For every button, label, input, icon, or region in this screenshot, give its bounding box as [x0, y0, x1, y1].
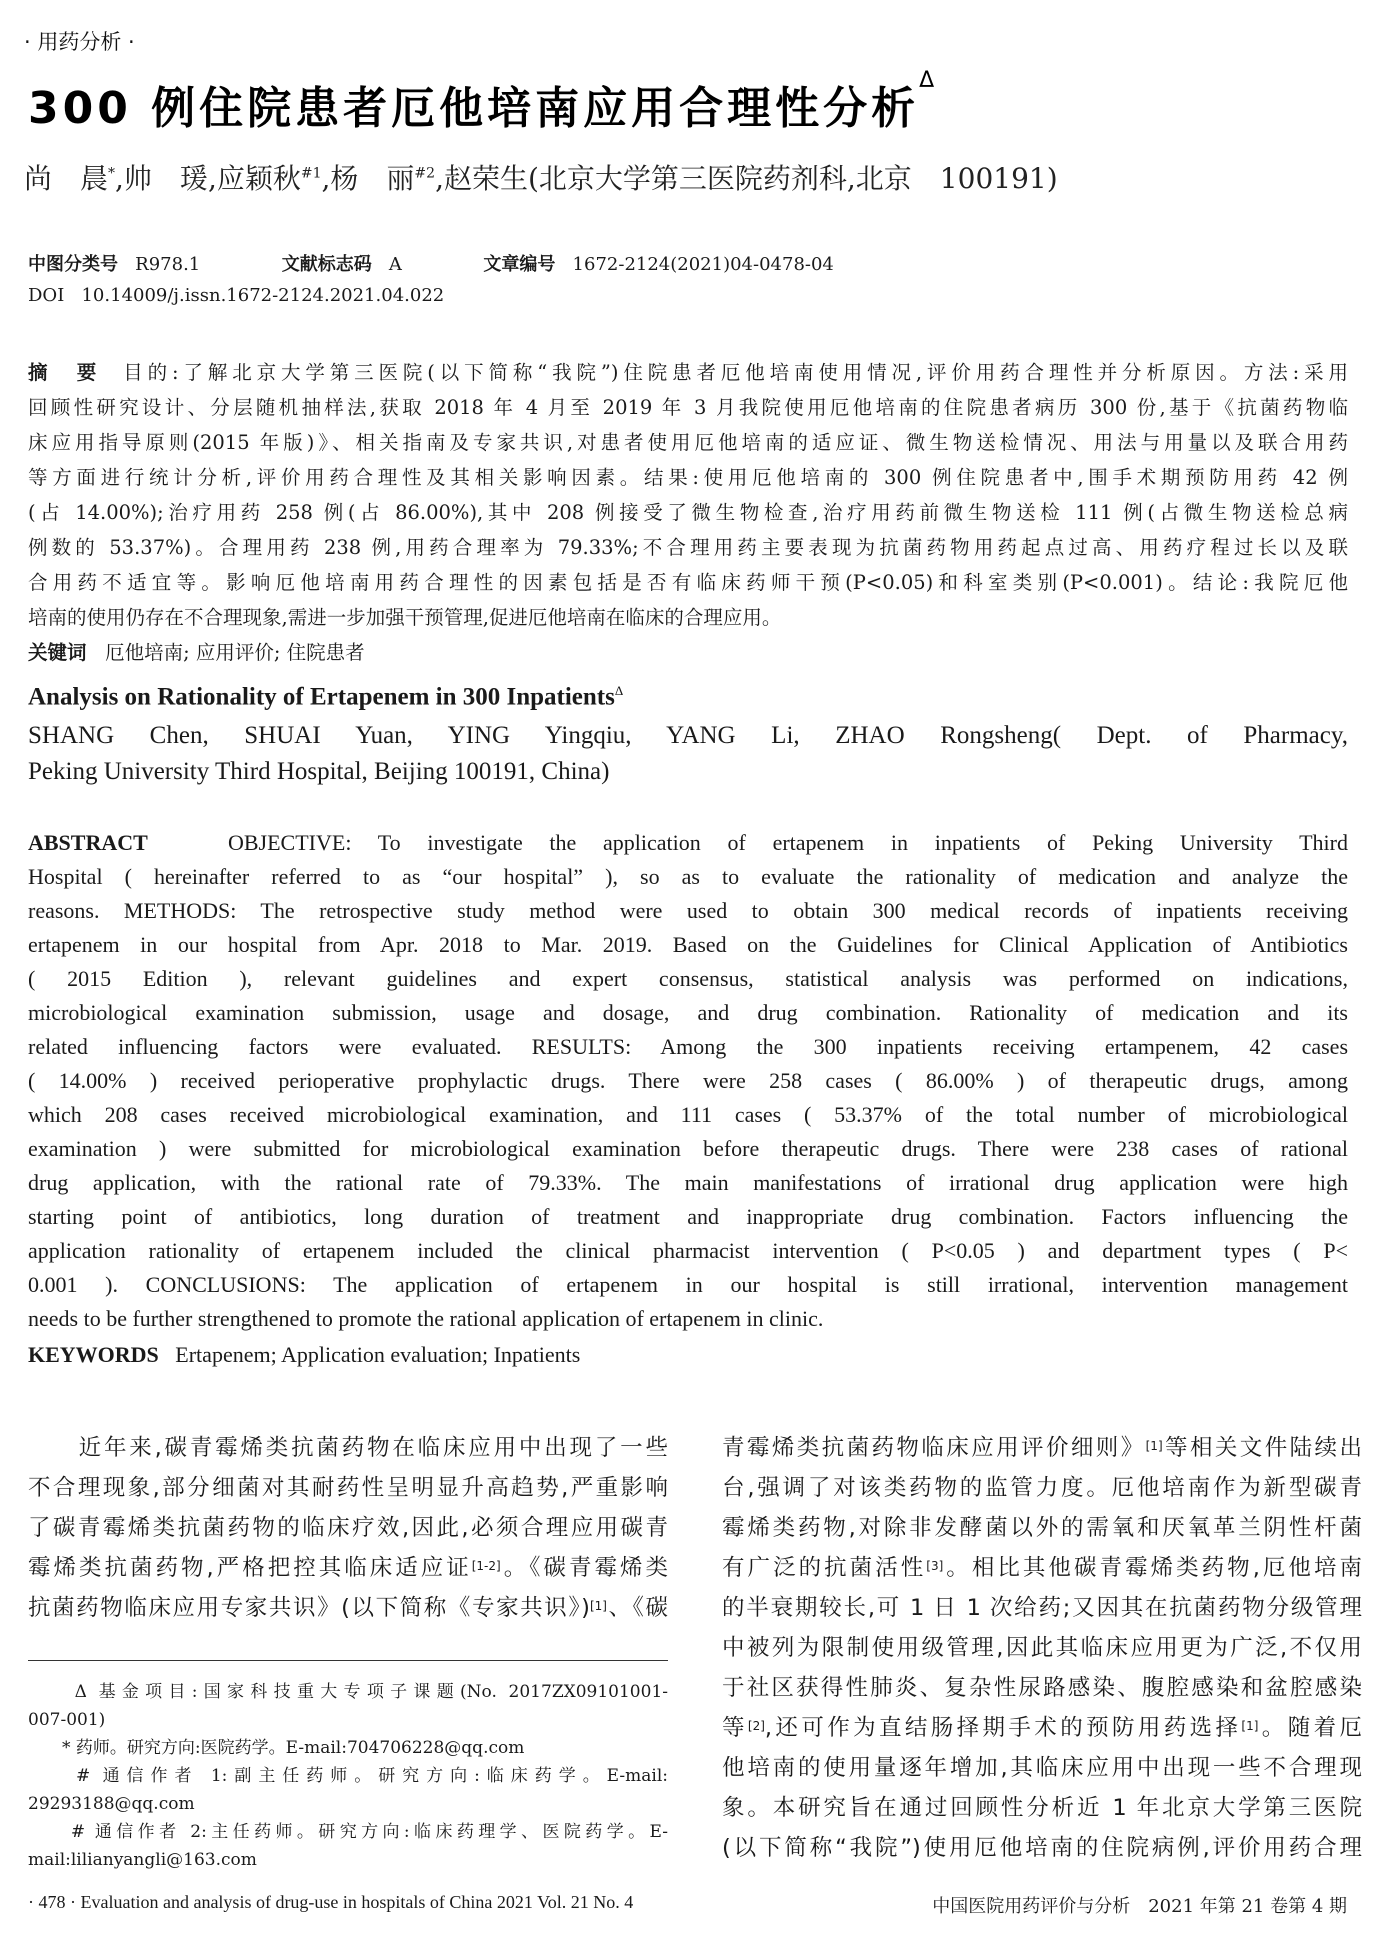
english-abstract-line: ( 14.00% ) received perioperative prophylactic drugs. There were 258 cases ( 86.00% ) of therapeutic drugs, among [28, 1068, 1348, 1093]
cn-abstract-line: 合用药不适宜等。影响厄他培南用药合理性的因素包括是否有临床药师干预(P<0.05)和科室类别(P<0.001)。结论:我院厄他 [28, 571, 1348, 594]
footnote-line: * 药师。研究方向:医院药学。E-mail:704706228@qq.com [28, 1738, 525, 1758]
english-keywords [28, 1338, 1348, 1372]
cn-abstract-line: 等方面进行统计分析,评价用药合理性及其相关影响因素。结果:使用厄他培南的 300 例住院患者中,围手术期预防用药 42 例 [28, 466, 1348, 489]
body-line: 他培南的使用量逐年增加,其临床应用中出现一些不合理现 [722, 1755, 1362, 1781]
body-line: (以下简称“我院”)使用厄他培南的住院病例,评价用药合理 [722, 1835, 1362, 1861]
body-text: 抗菌药物临床应用专家共识》(以下简称《专家共识》) [28, 1595, 590, 1621]
english-abstract-line: ertapenem in our hospital from Apr. 2018 to Mar. 2019. Based on the Guidelines for Clinical Application of Antibiotics [28, 932, 1348, 957]
author: 杨 丽 [330, 162, 415, 195]
english-authors-line: SHANG Chen, SHUAI Yuan, YING Yingqiu, YANG Li, ZHAO Rongsheng( Dept. of Pharmacy, [28, 722, 1348, 749]
english-abstract-line: which 208 cases received microbiological examination, and 111 cases ( 53.37% of the total number of microbiological [28, 1102, 1348, 1127]
section-tag: · 用药分析 · [24, 30, 135, 54]
doi-row [28, 285, 444, 306]
english-keywords-label: KEYWORDS [28, 1342, 159, 1367]
author: 赵荣生 [443, 162, 528, 195]
doi-value[interactable]: 10.14009/j.issn.1672-2124.2021.04.022 [81, 285, 445, 306]
english-abstract-line: application rationality of ertapenem included the clinical pharmacist intervention ( P<0.05 ) and department types ( P< [28, 1238, 1348, 1263]
clc-label: 中图分类号 [28, 254, 118, 275]
cn-abstract-label: 摘 要 [28, 361, 102, 384]
doc-code-value: A [388, 254, 402, 275]
footnote-divider [28, 1660, 668, 1661]
author: 尚 晨 [24, 162, 109, 195]
footnote-line: mail:lilianyangli@163.com [28, 1850, 257, 1870]
author: 应颖秋 [216, 162, 301, 195]
author-mark: #2 [414, 165, 436, 182]
cn-abstract-text: 目的:了解北京大学第三医院(以下简称“我院”)住院患者厄他培南使用情况,评价用药合理性并分析原因。方法:采用 [123, 361, 1348, 384]
english-title-mark: Δ [614, 683, 624, 698]
cn-abstract-line: 例数的 53.37%)。合理用药 238 例,用药合理率为 79.33%;不合理用药主要表现为抗菌药物用药起点过高、用药疗程过长以及联 [28, 536, 1348, 559]
body-text: 霉烯类抗菌药物,严格把控其临床适应证 [28, 1555, 472, 1581]
body-line: 台,强调了对该类药物的监管力度。厄他培南作为新型碳青 [722, 1475, 1362, 1501]
citation-ref[interactable]: [1] [1241, 1719, 1259, 1733]
english-abstract-line: reasons. METHODS: The retrospective study method were used to obtain 300 medical records of inpatients receiving [28, 898, 1348, 923]
body-text: 。《碳青霉烯类 [500, 1555, 668, 1581]
body-line [722, 1708, 1362, 1748]
footnote-line: Δ 基金项目:国家科技重大专项子课题(No. 2017ZX09101001- [28, 1682, 668, 1702]
body-line [722, 1428, 1362, 1468]
affiliation: (北京大学第三医院药剂科,北京 100191) [527, 162, 1058, 195]
cn-abstract-line [28, 358, 1348, 388]
body-line: 的半衰期较长,可 1 日 1 次给药;又因其在抗菌药物分级管理 [722, 1595, 1362, 1621]
doi-label: DOI [28, 285, 65, 306]
english-keywords-text: Ertapenem; Application evaluation; Inpatients [175, 1342, 581, 1367]
body-text: 有广泛的抗菌活性 [722, 1555, 927, 1581]
body-text: 。相比其他碳青霉烯类药物,厄他培南 [943, 1555, 1362, 1581]
english-title-text: Analysis on Rationality of Ertapenem in 300 Inpatients [28, 683, 615, 711]
body-line: 于社区获得性肺炎、复杂性尿路感染、腹腔感染和盆腔感染 [722, 1675, 1362, 1701]
page-footer-right: 中国医院用药评价与分析 2021 年第 21 卷第 4 期 [932, 1896, 1347, 1917]
cn-abstract-line: 床应用指导原则(2015 年版)》、相关指南及专家共识,对患者使用厄他培南的适应证、微生物送检情况、用法与用量以及联合用药 [28, 431, 1348, 454]
body-text: 等 [722, 1715, 748, 1741]
english-abstract-line [28, 826, 1348, 860]
clc-value: R978.1 [135, 254, 201, 275]
title-fund-mark: Δ [919, 68, 939, 93]
body-line [28, 1588, 668, 1628]
cn-abstract-line: 培南的使用仍存在不合理现象,需进一步加强干预管理,促进厄他培南在临床的合理应用。 [28, 606, 782, 629]
english-abstract-line: ( 2015 Edition ), relevant guidelines and expert consensus, statistical analysis was performed on indications, [28, 966, 1348, 991]
title-text: 300 例住院患者厄他培南应用合理性分析 [28, 83, 920, 134]
cn-keywords-label: 关键词 [28, 641, 87, 664]
cn-keywords-text: 厄他培南; 应用评价; 住院患者 [105, 641, 365, 664]
article-no-value: 1672-2124(2021)04-0478-04 [572, 254, 834, 275]
body-text: 青霉烯类抗菌药物临床应用评价细则》 [722, 1435, 1146, 1461]
body-text: 。随着厄 [1258, 1715, 1362, 1741]
body-line [722, 1548, 1362, 1588]
english-abstract-text: OBJECTIVE: To investigate the application of ertapenem in inpatients of Peking University Third [228, 830, 1348, 855]
body-text: 等相关文件陆续出 [1162, 1435, 1362, 1461]
body-line: 了碳青霉烯类抗菌药物的临床疗效,因此,必须合理应用碳青 [28, 1515, 668, 1541]
english-abstract-line: starting point of antibiotics, long duration of treatment and inappropriate drug combination. Factors influencing the [28, 1204, 1348, 1229]
body-line: 霉烯类药物,对除非发酵菌以外的需氧和厌氧革兰阴性杆菌 [722, 1515, 1362, 1541]
english-title [28, 683, 623, 711]
english-abstract-label: ABSTRACT [28, 830, 148, 855]
english-abstract-line: drug application, with the rational rate of 79.33%. The main manifestations of irrational drug application were high [28, 1170, 1348, 1195]
cn-abstract-line: 回顾性研究设计、分层随机抽样法,获取 2018 年 4 月至 2019 年 3 月我院使用厄他培南的住院患者病历 300 份,基于《抗菌药物临 [28, 396, 1348, 419]
body-text: 、《碳 [606, 1595, 668, 1621]
cn-keywords [28, 638, 1348, 668]
english-abstract-line: 0.001 ). CONCLUSIONS: The application of ertapenem in our hospital is still irrational, intervention management [28, 1272, 1348, 1297]
cn-abstract-line: (占 14.00%);治疗用药 258 例(占 86.00%),其中 208 例接受了微生物检查,治疗用药前微生物送检 111 例(占微生物送检总病 [28, 501, 1348, 524]
footnote-line: 29293188@qq.com [28, 1794, 195, 1814]
article-no-label: 文章编号 [483, 254, 556, 275]
english-abstract-line: examination ) were submitted for microbiological examination before therapeutic drugs. There were 238 cases of rational [28, 1136, 1348, 1161]
english-abstract-line: Hospital ( hereinafter referred to as “our hospital” ), so as to evaluate the rationality of medication and analyze the [28, 864, 1348, 889]
english-abstract-line: related influencing factors were evaluated. RESULTS: Among the 300 inpatients receiving ertampenem, 42 cases [28, 1034, 1348, 1059]
author: 帅 瑗 [123, 162, 208, 195]
body-line: 近年来,碳青霉烯类抗菌药物在临床应用中出现了一些 [28, 1435, 668, 1461]
author-mark: * [108, 165, 116, 182]
footnote-line: # 通信作者 2:主任药师。研究方向:临床药理学、医院药学。E- [28, 1822, 668, 1842]
footnote-line: # 通信作者 1:副主任药师。研究方向:临床药学。E-mail: [28, 1766, 668, 1786]
citation-ref[interactable]: [2] [747, 1719, 765, 1733]
author-mark: #1 [300, 165, 322, 182]
body-line: 象。本研究旨在通过回顾性分析近 1 年北京大学第三医院 [722, 1795, 1362, 1821]
english-abstract-line: needs to be further strengthened to promote the rational application of ertapenem in clinic. [28, 1306, 824, 1331]
citation-ref[interactable]: [1-2] [471, 1559, 501, 1573]
citation-ref[interactable]: [3] [926, 1559, 944, 1573]
page-title [28, 68, 939, 136]
english-authors-line: Peking University Third Hospital, Beijing 100191, China) [28, 758, 610, 785]
citation-ref[interactable]: [1] [1145, 1439, 1163, 1453]
page-footer-left: · 478 · Evaluation and analysis of drug-use in hospitals of China 2021 Vol. 21 No. 4 [28, 1892, 634, 1912]
footnote-line: 007-001) [28, 1710, 106, 1730]
author-line: 尚 晨*,帅 瑗,应颖秋$^{\#1}$,杨 丽$^{\#2}$,赵荣生(北京大学第三医院药剂科,北京 100191) [24, 162, 1058, 195]
meta-row [28, 250, 834, 276]
body-text: ,还可作为直结肠择期手术的预防用药选择 [764, 1715, 1242, 1741]
doc-code-label: 文献标志码 [281, 254, 372, 275]
citation-ref[interactable]: [1] [589, 1599, 607, 1613]
body-line: 不合理现象,部分细菌对其耐药性呈明显升高趋势,严重影响 [28, 1475, 668, 1501]
english-abstract-line: microbiological examination submission, usage and dosage, and drug combination. Rationality of medication and its [28, 1000, 1348, 1025]
body-line [28, 1548, 668, 1588]
body-line: 中被列为限制使用级管理,因此其临床应用更为广泛,不仅用 [722, 1635, 1362, 1661]
